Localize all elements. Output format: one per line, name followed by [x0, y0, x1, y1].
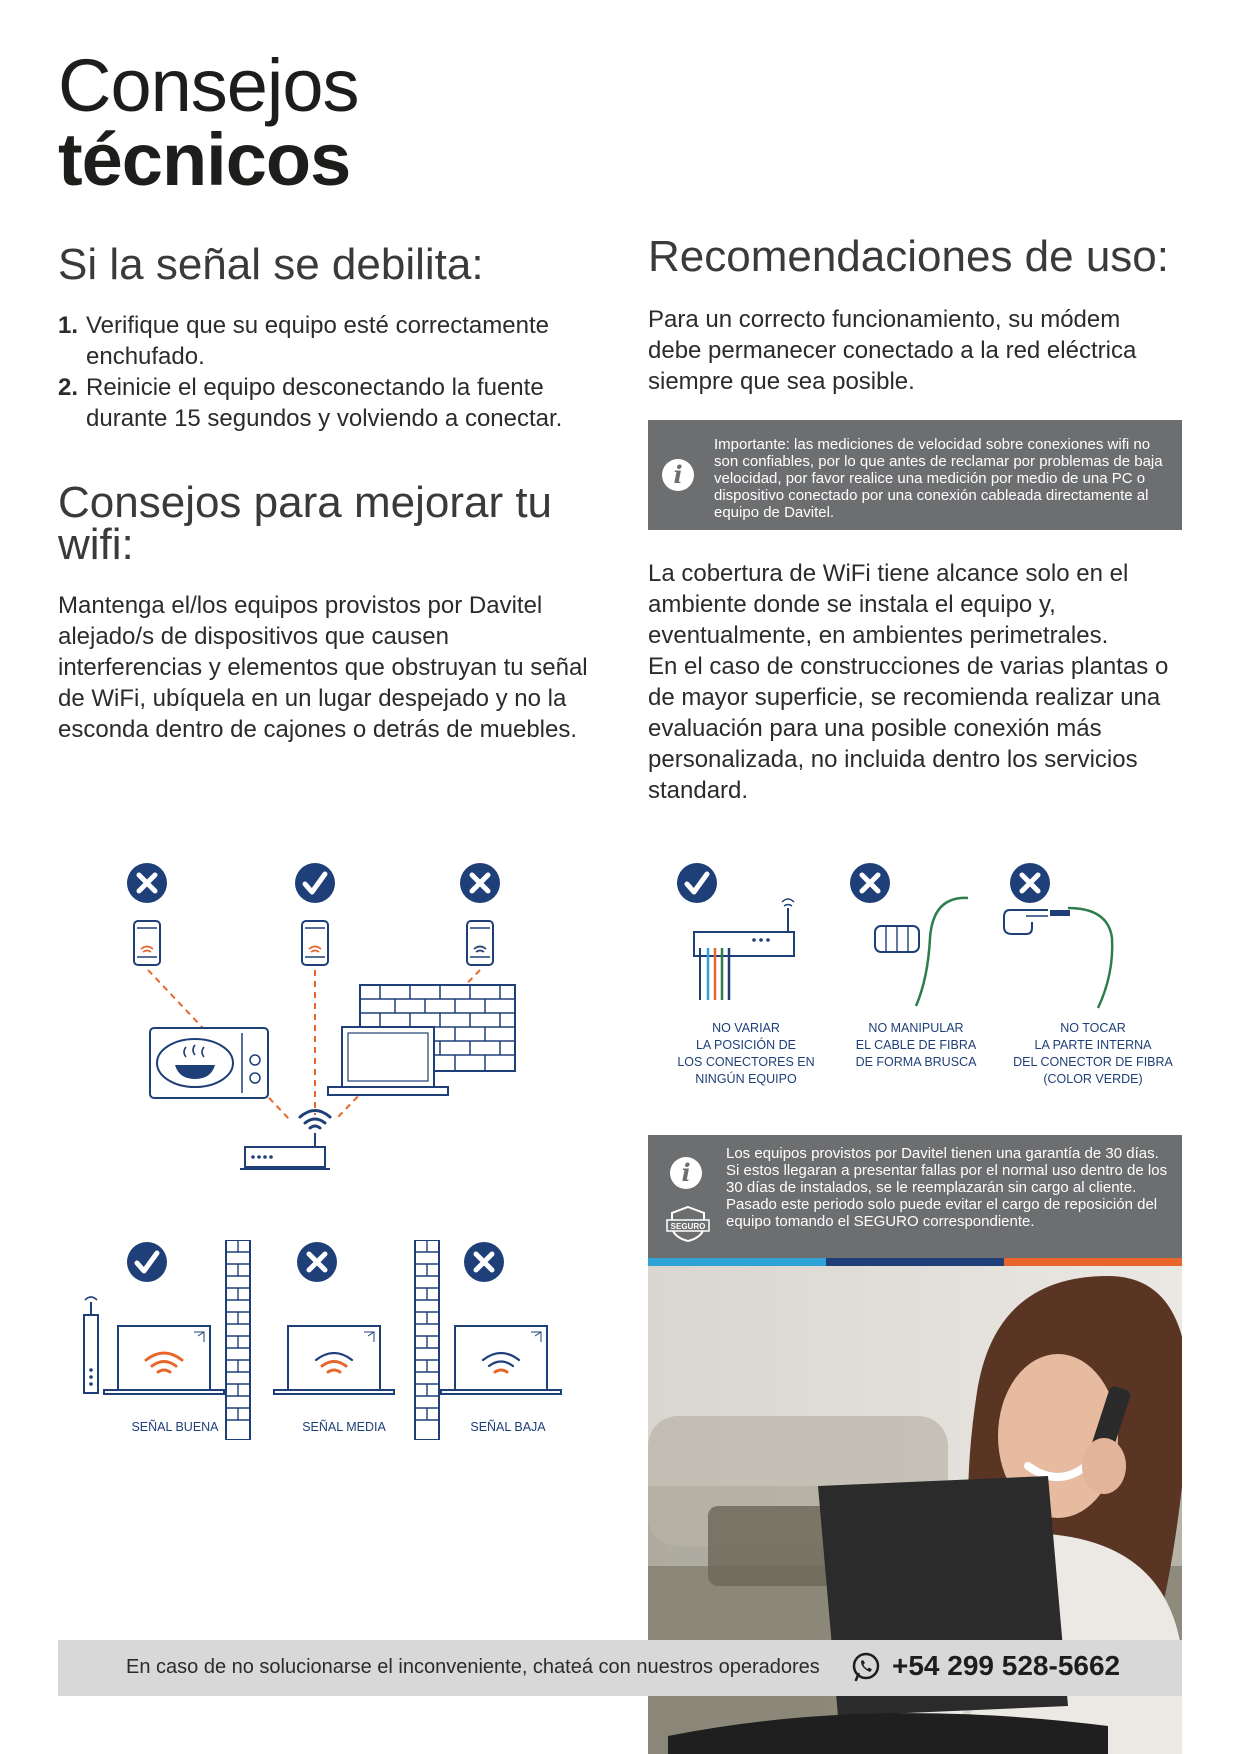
laptop-low-signal-icon [441, 1326, 561, 1394]
footer-text: En caso de no solucionarse el inconveniente, chateá con nuestros operadores [126, 1656, 820, 1678]
step-item [58, 372, 598, 434]
check-mark-icon [295, 863, 335, 903]
check-mark-icon [127, 1242, 167, 1282]
section-title-signal: Si la señal se debilita: [58, 240, 484, 289]
section-title-recommendations: Recomendaciones de uso: [648, 232, 1169, 281]
x-mark-icon [464, 1242, 504, 1282]
warranty-paragraph: Pasado este periodo solo puede evitar el cargo de reposición del equipo tomando el SEGURO correspondiente. [726, 1196, 1158, 1230]
brick-wall-icon [226, 1240, 250, 1440]
warranty-text [726, 1145, 1170, 1230]
stripe-orange [1004, 1258, 1182, 1266]
interference-illustration [80, 855, 580, 1185]
brick-wall-icon [415, 1240, 439, 1440]
phone-icon [467, 921, 493, 965]
pointing-hand-icon [1004, 908, 1112, 1008]
recommendations-intro: Para un correcto funcionamiento, su módem debe permanecer conectado a la red eléctrica siempre que sea posible. [648, 306, 1137, 395]
x-mark-icon [297, 1242, 337, 1282]
laptop-good-signal-icon [104, 1326, 224, 1394]
x-mark-icon [127, 863, 167, 903]
speed-note-box [648, 420, 1182, 530]
step-text: Reinicie el equipo desconectando la fuente durante 15 segundos y volviendo a conectar. [86, 374, 563, 432]
info-icon: i [662, 459, 694, 491]
coverage-text [648, 558, 1182, 806]
wifi-tips-text: Mantenga el/los equipos provistos por Davitel alejado/s de dispositivos que causen interferencias y elementos que obstruyan tu señal de WiFi, ubíquela en un lugar despejado y no la esconda dentro de cajones o detrás de muebles. [58, 592, 588, 743]
step-item [58, 310, 598, 372]
page-title-bold: técnicos [58, 118, 351, 201]
laptop-icon [328, 1027, 448, 1095]
section-title-wifi: Consejos para mejorar tu wifi: [58, 478, 553, 569]
info-icon: i [670, 1157, 702, 1189]
signal-caption-good: SEÑAL BUENA [131, 1420, 219, 1434]
fiber-caption-cable: NO MANIPULAR EL CABLE DE FIBRA DE FORMA BRUSCA [855, 1021, 977, 1069]
router-tower-icon [84, 1297, 98, 1393]
phone-icon [302, 921, 328, 965]
fiber-caption-connectors: NO VARIAR LA POSICIÓN DE LOS CONECTORES EN NINGÚN EQUIPO [677, 1021, 815, 1086]
step-number: 1. [58, 312, 79, 339]
coverage-paragraph: La cobertura de WiFi tiene alcance solo en el ambiente donde se instala el equipo y, eventualmente, en ambientes perimetrales. [648, 560, 1129, 649]
warranty-paragraph: Los equipos provistos por Davitel tienen una garantía de 30 días. Si estos llegaran a presentar fallas por el normal uso dentro de los 30 días de instalados, se le reemplazarán sin cargo al cliente. [726, 1145, 1168, 1196]
phone-icon [134, 921, 160, 965]
coverage-paragraph: En el caso de construcciones de varias plantas o de mayor superficie, se recomienda realizar una evaluación para una posible conexión más personalizada, no incluida dentro los servicios standard. [648, 653, 1169, 804]
footer-phone-number[interactable]: +54 299 528-5662 [892, 1650, 1121, 1681]
hand-cable-icon [875, 898, 968, 1006]
modem-connectors-icon [694, 899, 794, 1000]
signal-caption-medium: SEÑAL MEDIA [302, 1420, 386, 1434]
laptop-medium-signal-icon [274, 1326, 394, 1394]
check-mark-icon [677, 863, 717, 903]
page-title-light: Consejos [58, 44, 359, 127]
router-icon [240, 1111, 330, 1170]
warranty-box [648, 1135, 1182, 1258]
signal-caption-low: SEÑAL BAJA [470, 1420, 546, 1434]
x-mark-icon [850, 863, 890, 903]
microwave-icon [150, 1028, 268, 1098]
whatsapp-icon[interactable] [850, 1651, 882, 1683]
speed-note-text: Importante: las mediciones de velocidad sobre conexiones wifi no son confiables, por lo que antes de reclamar por problemas de baja velocidad, por favor realice una medición por medio de una PC o dispositivo conectado por una conexión cableada directamente al equipo de Davitel. [714, 436, 1163, 521]
step-number: 2. [58, 374, 79, 401]
stripe-navy [826, 1258, 1004, 1266]
stripe-light-blue [648, 1258, 826, 1266]
seguro-label: SEGURO [670, 1222, 706, 1231]
steps-list [58, 310, 598, 434]
signal-strength-illustration [80, 1240, 580, 1440]
x-mark-icon [1010, 863, 1050, 903]
seguro-shield-icon [666, 1205, 710, 1243]
fiber-rules-illustration [670, 860, 1180, 1020]
fiber-caption-connector-inside: NO TOCAR LA PARTE INTERNA DEL CONECTOR DE FIBRA (COLOR VERDE) [1013, 1021, 1173, 1086]
x-mark-icon [460, 863, 500, 903]
step-text: Verifique que su equipo esté correctamente enchufado. [86, 312, 549, 370]
